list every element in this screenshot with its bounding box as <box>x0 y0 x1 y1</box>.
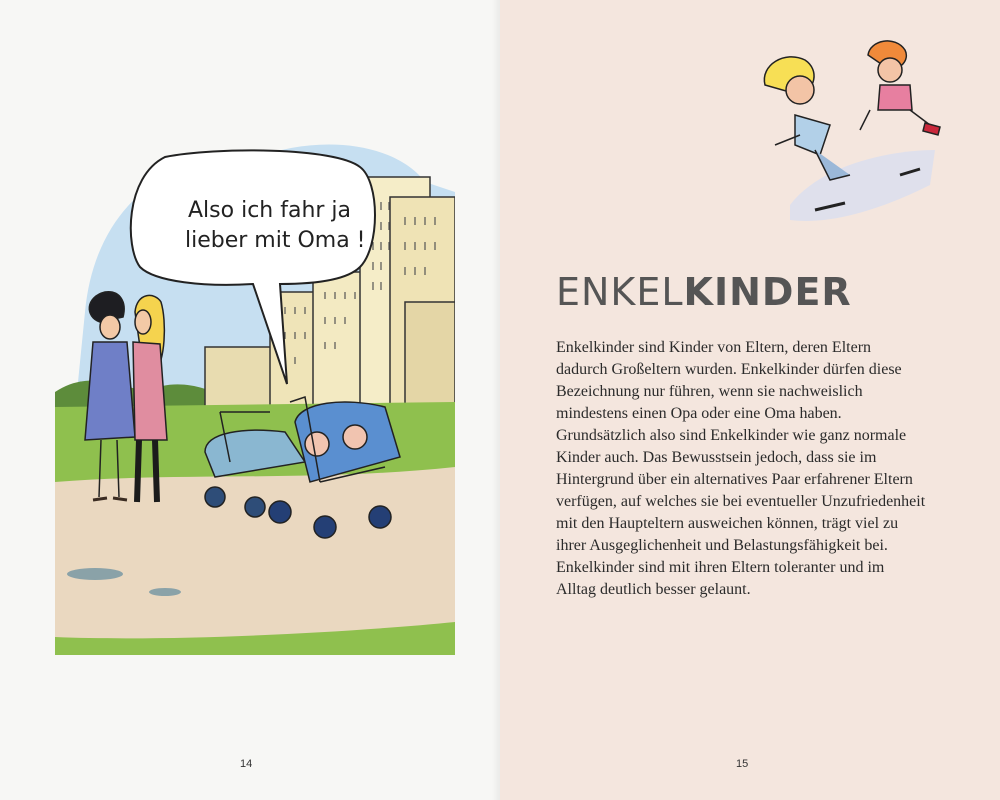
page-number-right: 15 <box>736 758 749 770</box>
page-number-left: 14 <box>240 758 253 770</box>
chapter-heading <box>556 270 852 314</box>
body-text <box>556 337 926 601</box>
paragraph-2: Grundsätzlich also sind Enkelkinder wie ganz normale Kinder auch. Das Bewusstsein jedoch, dass sie im Hintergrund über ein alternatives Paar erfahrener Eltern verfügen, auf welches sie bei eventueller Unzufriedenheit mit den Haupteltern ausweichen können, trägt viel zu ihrer Ausgeglichenheit und Belastungsfähigkeit bei. Enkelkinder sind mit ihren Eltern toleranter und im Alltag deutlich besser gelaunt. <box>556 427 926 598</box>
heading-light-part: ENKEL <box>556 270 684 314</box>
paragraph-1: Enkelkinder sind Kinder von Eltern, deren Eltern dadurch Großeltern wurden. Enkelkinder dürfen diese Bezeichnung nur führen, wenn sie nachweislich mindestens einen Opa oder eine Oma haben. <box>556 339 902 422</box>
speech-line-1: Also ich fahr ja <box>188 198 352 223</box>
heading-bold-part: KINDER <box>683 270 852 314</box>
running-children-illustration <box>760 35 950 230</box>
cartoon-illustration <box>55 122 455 655</box>
speech-line-2: lieber mit Oma ! <box>185 228 366 253</box>
